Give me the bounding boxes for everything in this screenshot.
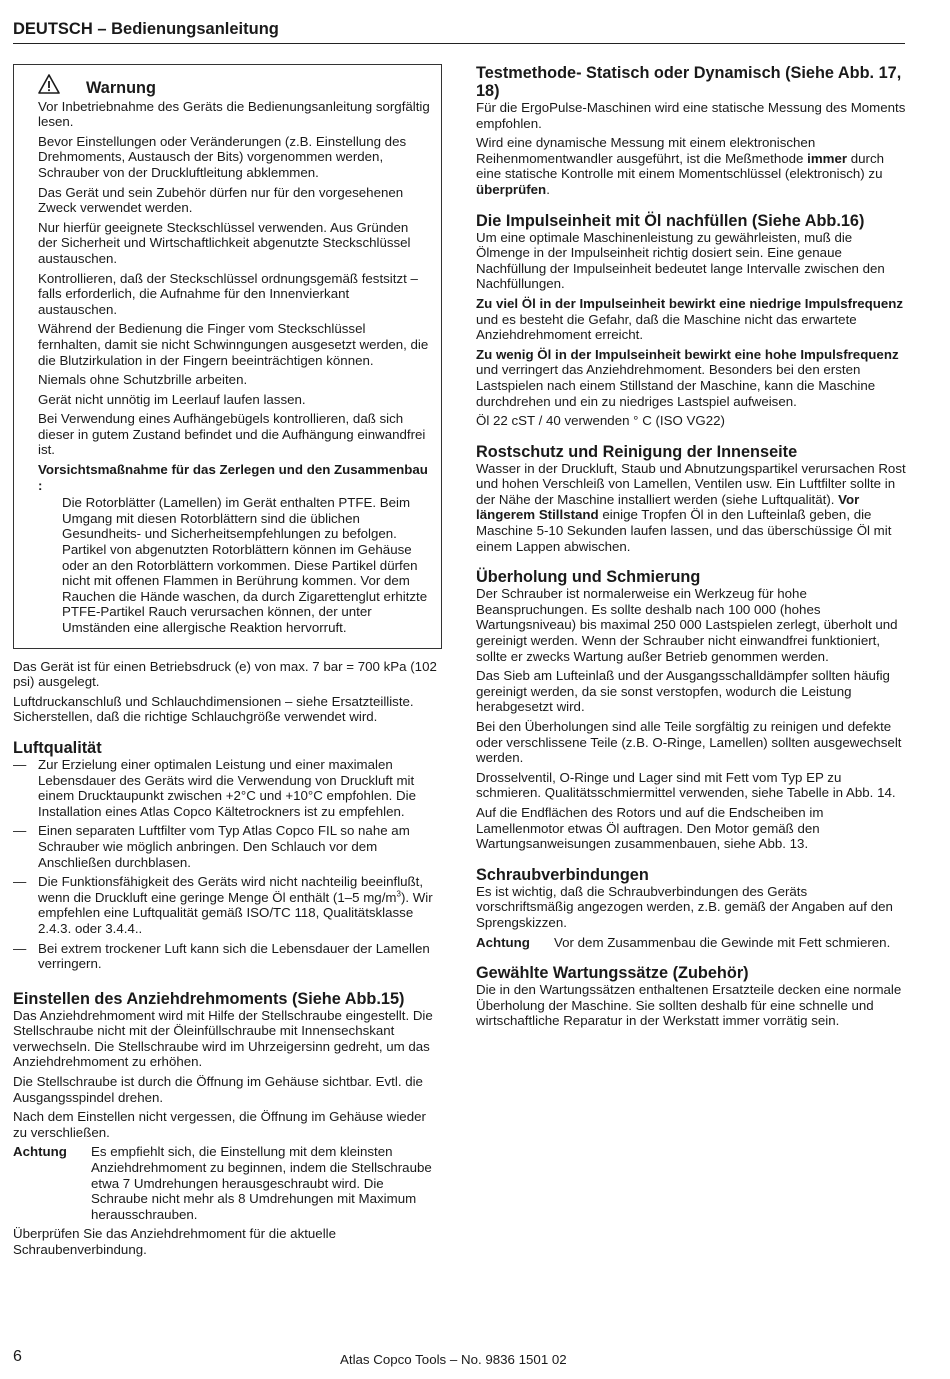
header-rule: [13, 43, 905, 44]
torque-paragraph: Überprüfen Sie das Anziehdrehmoment für die aktuelle Schraubenverbindung.: [13, 1226, 337, 1257]
list-item-text: Bei extrem trockener Luft kann sich die Lebensdauer der Lamellen verringern.: [38, 940, 430, 972]
test-title: Testmethode- Statisch oder Dynamisch (Siehe Abb. 17, 18): [476, 64, 902, 100]
list-item-text: Zur Erzielung einer optimalen Leistung und einer maximalen Lebensdauer des Geräts wird die Verwendung von Druckluft mit einem Drucktaupunkt zwischen +2°C und +10°C empfohlen. Die Installation eines Atlas Copco Kältetrockners ist zu empfehlen.: [38, 756, 416, 819]
service-paragraph: Der Schrauber ist normalerweise ein Werkzeug für hohe Beanspruchungen. Es sollte deshalb nach 100 000 (hohes Wartungsniveau) bis maximal 250 000 Lastspielen zerlegt, überholt und gereinigt werden. Wenn der Schrauber nicht einwandfrei funktioniert, sollte er zwecks Wartung außer Betrieb genommen werden.: [476, 586, 898, 664]
note-label: Achtung: [13, 1144, 67, 1160]
torque-paragraph: Die Stellschraube ist durch die Öffnung im Gehäuse sichtbar. Evtl. die Ausgangsspindel drehen.: [13, 1074, 423, 1105]
rust-paragraph: [476, 461, 908, 555]
bold-run: Vor längerem Stillstand: [476, 491, 860, 523]
left-column: [13, 64, 441, 1262]
bold-run: immer: [807, 150, 848, 166]
torque-section: [13, 990, 441, 1258]
warning-paragraph: Nur hierfür geeignete Steckschlüssel verwenden. Aus Gründen der Sicherheit und Wirtschaftlichkeit abgenutzte Steckschlüssel austauschen.: [38, 219, 411, 266]
dash-marker: —: [13, 756, 27, 772]
warning-paragraph: Bevor Einstellungen oder Veränderungen (z.B. Einstellung des Drehmoments, Austausch der Bits) vorgenommen werden, Schrauber von der Druckluftleitung abklemmen.: [38, 133, 407, 180]
screw-note: [476, 935, 908, 951]
text-run: .: [546, 181, 550, 197]
warning-triangle-icon: [38, 73, 60, 95]
note-text: Vor dem Zusammenbau die Gewinde mit Fett schmieren.: [554, 934, 891, 950]
oil-paragraph: Um eine optimale Maschinenleistung zu gewährleisten, muß die Ölmenge in der Impulseinheit richtig dosiert sein. Eine genaue Nachfüllung der Impulseinheit bedeutet lange Intervalle zwischen den Nachfüllungen.: [476, 229, 885, 292]
oil-content-text: Die Funktionsfähigkeit des Geräts wird nicht nachteilig beeinflußt, wenn die Druckluft eine geringe Menge Öl enthält (1–5 mg/m: [38, 874, 424, 905]
text-run: Wird eine dynamische Messung mit einem elektronischen Reihenmomentwandler ausgeführt, ist die Meßmethode: [476, 135, 816, 166]
service-paragraph: Bei den Überholungen sind alle Teile sorgfältig zu reinigen und defekte oder verschlissene Teile (z.B. O-Ringe, Lamellen) sollten ausgewechselt werden.: [476, 719, 902, 766]
warning-title: Warnung: [86, 79, 156, 97]
page-number: 6: [13, 1348, 22, 1365]
oil-content-text-cont: ). Wir empfehlen eine Luftqualität gemäß ISO/TC 118, Qualitätsklasse 2.4.3. oder 3.4.4..: [38, 889, 433, 936]
warning-paragraph: Bei Verwendung eines Aufhängebügels kontrollieren, daß sich dieser in gutem Zustand befindet und die Aufhängung einwandfrei ist.: [38, 411, 426, 458]
warning-paragraph: Gerät nicht unnötig im Leerlauf laufen lassen.: [38, 391, 306, 407]
rust-title: Rostschutz und Reinigung der Innenseite: [476, 442, 798, 461]
oil-section: [476, 212, 908, 429]
list-item: [13, 757, 441, 819]
dash-marker: —: [13, 823, 27, 839]
note-text: Es empfiehlt sich, die Einstellung mit dem kleinsten Anziehdrehmoment zu beginnen, indem die Stellschraube etwa 7 Umdrehungen herausgeschraubt wird. Die Schraube nicht mehr als 8 Umdrehungen mit Maximum herausschrauben.: [91, 1144, 432, 1222]
torque-note: [13, 1144, 441, 1222]
dash-marker: —: [13, 874, 27, 890]
rust-section: [476, 443, 908, 555]
torque-title: Einstellen des Anziehdrehmoments (Siehe Abb.15): [13, 989, 405, 1008]
kits-title: Gewählte Wartungssätze (Zubehör): [476, 964, 749, 983]
warning-paragraph: Kontrollieren, daß der Steckschlüssel ordnungsgemäß festsitzt – falls erforderlich, die Aufnahme für den Innenvierkant austauschen.: [38, 270, 418, 317]
dash-marker: —: [13, 940, 27, 956]
test-paragraph: Für die ErgoPulse-Maschinen wird eine statische Messung des Moments empfohlen.: [476, 100, 906, 131]
list-item: [13, 941, 441, 972]
screw-title: Schraubverbindungen: [476, 865, 649, 884]
text-run: Wasser in der Druckluft, Staub und Abnutzungspartikel verursachen Rost und hohen Verschleiß von Lamellen, Ventilen usw. Ein Luftfilter sollte in der Nähe der Maschine installiert werden (siehe Luftqualität).: [476, 460, 906, 507]
oil-title: Die Impulseinheit mit Öl nachfüllen (Siehe Abb.16): [476, 211, 865, 230]
torque-paragraph: Das Anziehdrehmoment wird mit Hilfe der Stellschraube eingestellt. Die Stellschraube nicht mit der Öleinfüllschraube mit Innensechskant verwechseln. Die Stellschraube wird im Uhrzeigersinn gedreht, um das Anziehdrehmoment zu erhöhen.: [13, 1007, 433, 1070]
torque-paragraph: Nach dem Einstellen nicht vergessen, die Öffnung im Gehäuse wieder zu verschließen.: [13, 1109, 426, 1140]
hose-paragraph: Luftdruckanschluß und Schlauchdimensionen – siehe Ersatzteilliste. Sicherstellen, daß die richtige Schlauchgröße verwendet wird.: [13, 693, 414, 725]
note-label: Achtung: [476, 934, 530, 950]
screw-section: [476, 866, 908, 950]
warning-header: [38, 77, 431, 97]
bold-run: überprüfen: [476, 181, 547, 197]
page-header-title: DEUTSCH – Bedienungsanleitung: [13, 20, 279, 38]
oil-spec: Öl 22 cST / 40 verwenden ° C (ISO VG22): [476, 413, 725, 429]
warning-paragraph: Während der Bedienung die Finger vom Steckschlüssel fernhalten, damit sie nicht Schwinngungen ausgesetzt werden, die die Blutzirkulation in der Fingern beeinträchtigen können.: [38, 321, 429, 368]
warning-paragraph: Vor Inbetriebnahme des Geräts die Bedienungsanleitung sorgfältig lesen.: [38, 98, 430, 130]
kits-section: [476, 964, 908, 1029]
air-quality-title: Luftqualität: [13, 738, 102, 757]
kits-paragraph: Die in den Wartungssätzen enthaltenen Ersatzteile decken eine normale Überholung der Maschine. Sie sollten deshalb für eine schnelle und wirtschaftliche Reparatur in der Werkstatt immer vorrätig sein.: [476, 982, 902, 1029]
pressure-paragraph: Das Gerät ist für einen Betriebsdruck (e) von max. 7 bar = 700 kPa (102 psi) ausgelegt.: [13, 658, 437, 690]
service-title: Überholung und Schmierung: [476, 568, 701, 587]
list-item-text: [38, 874, 441, 936]
superscript: 3: [396, 889, 401, 899]
caution-heading: Vorsichtsmaßnahme für das Zerlegen und den Zusammenbau :: [38, 462, 428, 493]
list-item-text: Einen separaten Luftfilter vom Typ Atlas Copco FIL so nahe am Schrauber wie möglich anbringen. Den Schlauch vor dem Anschließen durchblasen.: [38, 823, 410, 870]
bold-run: Zu wenig Öl in der Impulseinheit bewirkt eine hohe Impulsfrequenz: [476, 346, 899, 362]
screw-paragraph: Es ist wichtig, daß die Schraubverbindungen des Geräts vorschriftsmäßig angezogen werden, z.B. gemäß der Angaben auf den Sprengskizzen.: [476, 883, 893, 930]
text-run: durch eine statische Kontrolle mit einem Momentschlüssel (elektronisch) zu: [476, 150, 885, 182]
service-section: [476, 568, 908, 852]
list-item: [13, 823, 441, 870]
warning-box: [13, 64, 442, 649]
service-paragraph: Auf die Endflächen des Rotors und auf die Endscheiben im Lamellenmotor etwas Öl auftragen. Den Motor gemäß den Wartungsanweisungen zusammenbauen, siehe Abb. 13.: [476, 804, 824, 852]
service-paragraph: Drosselventil, O-Ringe und Lager sind mit Fett vom Typ EP zu schmieren. Qualitätsschmiermittel verwenden, siehe Tabelle in Abb. 14.: [476, 769, 896, 801]
warning-paragraph: Niemals ohne Schutzbrille arbeiten.: [38, 372, 248, 388]
text-run: einige Tropfen Öl in den Lufteinlaß geben, die Maschine 5-10 Sekunden laufen lassen, und das überschüssige Öl mit einem Lappen abwischen.: [476, 507, 892, 554]
air-quality-section: [13, 739, 441, 972]
text-run: und verringert das Anziehdrehmoment. Besonders bei den ersten Lastspielen nach einem Stillstand der Maschine, kann die Maschine durchdrehen und ein zu niedriges Lastspiel aufweisen.: [476, 362, 876, 409]
list-item: [13, 874, 441, 936]
oil-paragraph: [476, 296, 908, 343]
oil-paragraph: [476, 347, 908, 409]
service-paragraph: Das Sieb am Lufteinlaß und der Ausgangsschalldämpfer sollten häufig gereinigt werden, da sie sonst verstopfen, wodurch die Leistung herabgesetzt wird.: [476, 668, 890, 715]
text-run: und es besteht die Gefahr, daß die Maschine nicht das erwartete Anziehdrehmoment erreicht.: [476, 311, 857, 343]
caution-text: Die Rotorblätter (Lamellen) im Gerät enthalten PTFE. Beim Umgang mit diesen Rotorblättern sind die üblichen Gesundheits- und Sicherheitsempfehlungen zu befolgen. Partikel von abgenutzten Rotorblättern können im Gehäuse oder an den Rotorblättern vorkommen. Diese Partikel dürfen nicht mit offenen Flammen in Berührung kommen. Vor dem Rauchen die Hände waschen, da durch Zigarettenglut erhitzte PTFE-Partikel Rauch verursachen können, der unter Umständen eine allergische Reaktion hervorruft.: [62, 495, 428, 635]
right-column: [476, 64, 908, 1033]
bold-run: Zu viel Öl in der Impulseinheit bewirkt eine niedrige Impulsfrequenz: [476, 295, 904, 311]
test-paragraph: [476, 135, 908, 197]
test-section: [476, 64, 908, 198]
document-reference: Atlas Copco Tools – No. 9836 1501 02: [340, 1352, 567, 1367]
warning-paragraph: Das Gerät und sein Zubehör dürfen nur für den vorgesehenen Zweck verwendet werden.: [38, 184, 404, 216]
